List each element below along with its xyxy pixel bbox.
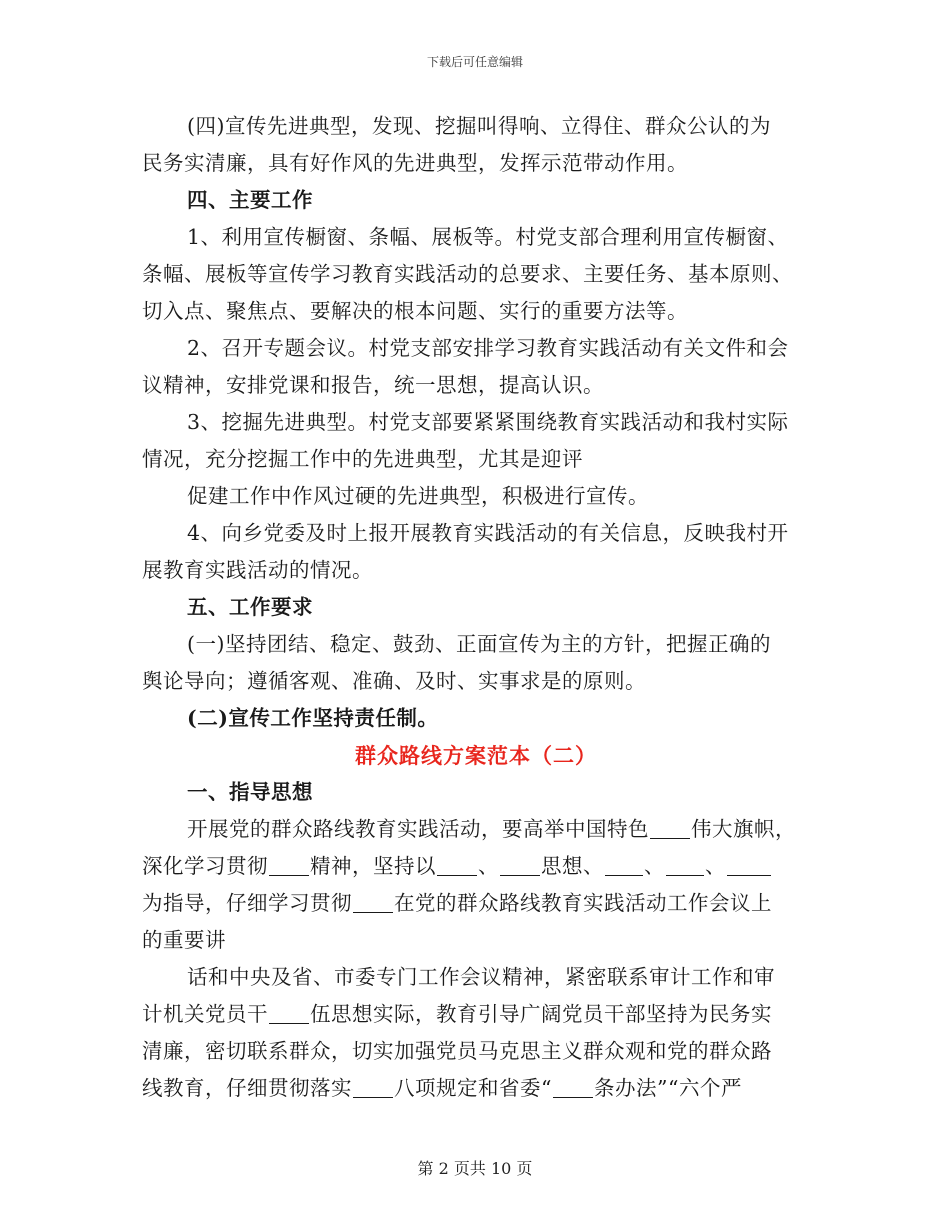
text-run: 开展党的群众路线教育实践活动，要高举中国特色 bbox=[187, 817, 649, 841]
paragraph-line: 切入点、聚焦点、要解决的根本问题、实行的重要方法等。 bbox=[142, 299, 688, 323]
section-heading: 四、主要工作 bbox=[187, 188, 313, 212]
page-footer: 第 2 页共 10 页 bbox=[417, 1159, 533, 1178]
text-run: 、 bbox=[705, 854, 726, 878]
fill-blank bbox=[650, 816, 690, 839]
fill-blank bbox=[553, 1075, 593, 1098]
paragraph-line: 4、向乡党委及时上报开展教育实践活动的有关信息，反映我村开 bbox=[187, 521, 789, 545]
fill-blank bbox=[500, 853, 540, 876]
fill-blank bbox=[727, 853, 771, 876]
text-run: 为指导，仔细学习贯彻 bbox=[142, 891, 352, 915]
paragraph-line bbox=[142, 885, 810, 922]
paragraph-line: 1、利用宣传橱窗、条幅、展板等。村党支部合理利用宣传橱窗、 bbox=[187, 225, 789, 249]
paragraph-line: 2、召开专题会议。村党支部安排学习教育实践活动有关文件和会 bbox=[187, 336, 789, 360]
text-run: 思想、 bbox=[541, 854, 604, 878]
fill-blank bbox=[437, 853, 477, 876]
paragraph-line: (四)宣传先进典型，发现、挖掘叫得响、立得住、群众公认的为 bbox=[187, 114, 771, 138]
paragraph-line: 民务实清廉，具有好作风的先进典型，发挥示范带动作用。 bbox=[142, 151, 688, 175]
paragraph-line: 3、挖掘先进典型。村党支部要紧紧围绕教育实践活动和我村实际 bbox=[187, 410, 789, 434]
section-heading: 一、指导思想 bbox=[187, 780, 313, 804]
fill-blank bbox=[353, 1075, 393, 1098]
paragraph-line: 话和中央及省、市委专门工作会议精神，紧密联系审计工作和审 bbox=[187, 965, 775, 989]
fill-blank bbox=[666, 853, 704, 876]
fill-blank bbox=[605, 853, 643, 876]
paragraph-line: 条幅、展板等宣传学习教育实践活动的总要求、主要任务、基本原则、 bbox=[142, 262, 793, 286]
document-body bbox=[142, 108, 810, 1107]
text-run: 条办法”“六个严 bbox=[593, 1076, 742, 1100]
text-run: 线教育，仔细贯彻落实 bbox=[142, 1076, 352, 1100]
paragraph-line: 舆论导向；遵循客观、准确、及时、实事求是的原则。 bbox=[142, 669, 646, 693]
paragraph-line: (二)宣传工作坚持责任制。 bbox=[187, 706, 439, 730]
fill-blank bbox=[269, 853, 309, 876]
text-run: 八项规定和省委“ bbox=[394, 1076, 552, 1100]
paragraph-line bbox=[142, 996, 810, 1033]
paragraph-line: 情况，充分挖掘工作中的先进典型，尤其是迎评 bbox=[142, 447, 583, 471]
text-run: 伟大旗帜， bbox=[691, 817, 796, 841]
page-header: 下载后可任意编辑 bbox=[426, 55, 523, 69]
text-run: 、 bbox=[644, 854, 665, 878]
paragraph-line bbox=[142, 1070, 810, 1107]
text-run: 深化学习贯彻 bbox=[142, 854, 268, 878]
paragraph-line bbox=[142, 848, 810, 885]
paragraph-line: 的重要讲 bbox=[142, 928, 226, 952]
fill-blank bbox=[269, 1001, 309, 1024]
paragraph-line: 展教育实践活动的情况。 bbox=[142, 558, 373, 582]
paragraph-line: 促建工作中作风过硬的先进典型，积极进行宣传。 bbox=[187, 484, 649, 508]
text-run: 精神，坚持以 bbox=[310, 854, 436, 878]
text-run: 计机关党员干 bbox=[142, 1002, 268, 1026]
text-run: 在党的群众路线教育实践活动工作会议上 bbox=[394, 891, 772, 915]
paragraph-line: (一)坚持团结、稳定、鼓劲、正面宣传为主的方针，把握正确的 bbox=[187, 632, 771, 656]
paragraph-line: 议精神，安排党课和报告，统一思想，提高认识。 bbox=[142, 373, 604, 397]
paragraph-line: 清廉，密切联系群众，切实加强党员马克思主义群众观和党的群众路 bbox=[142, 1039, 772, 1063]
fill-blank bbox=[353, 890, 393, 913]
text-run: 、 bbox=[478, 854, 499, 878]
text-run: 伍思想实际，教育引导广阔党员干部坚持为民务实 bbox=[310, 1002, 772, 1026]
document-title: 群众路线方案范本（二） bbox=[355, 743, 597, 768]
paragraph-line bbox=[142, 811, 810, 848]
section-heading: 五、工作要求 bbox=[187, 595, 313, 619]
